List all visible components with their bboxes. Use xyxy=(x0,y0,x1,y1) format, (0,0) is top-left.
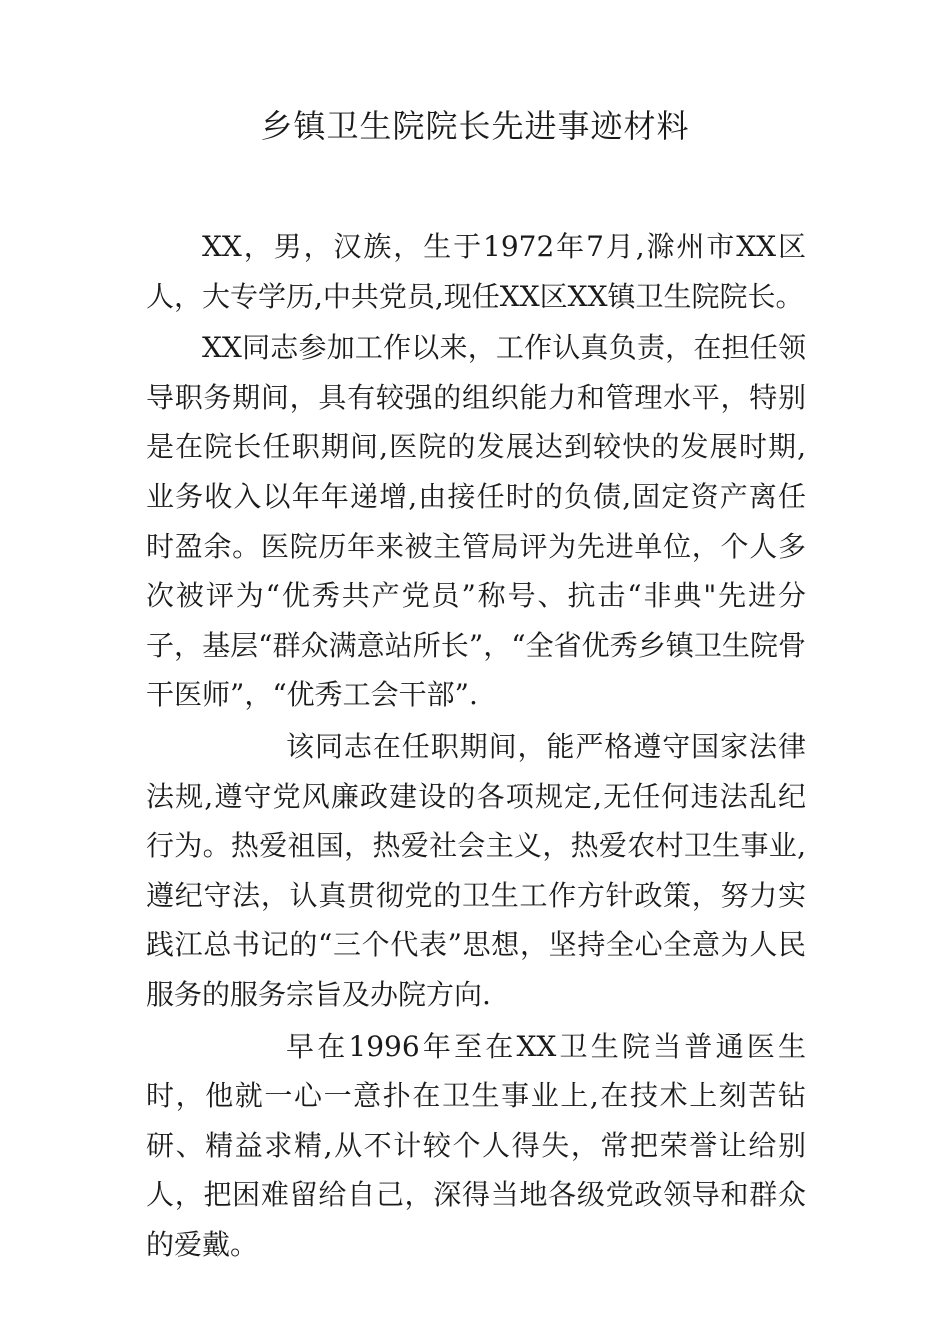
document-title: 乡镇卫生院院长先进事迹材料 xyxy=(260,107,690,145)
paragraph-conduct: 该同志在任职期间，能严格遵守国家法律法规,遵守党风廉政建设的各项规定,无任何违法乱纪行为。热爱祖国，热爱社会主义，热爱农村卫生事业,遵纪守法，认真贯彻党的卫生工作方针政策，努力实践江总书记的“三个代表”思想，坚持全心全意为人民服务的服务宗旨及办院方向. xyxy=(146,729,806,1011)
paragraph-early-career: 早在1996年至在XX卫生院当普通医生时，他就一心一意扑在卫生事业上,在技术上刻苦钻研、精益求精,从不计较个人得失，常把荣誉让给别人，把困难留给自己，深得当地各级党政领导和群众的爱戴。 xyxy=(146,1029,806,1261)
paragraph-work-achievements: XX同志参加工作以来，工作认真负责，在担任领导职务期间，具有较强的组织能力和管理水平，特别是在院长任职期间,医院的发展达到较快的发展时期,业务收入以年年递增,由接任时的负债,固定资产离任时盈余。医院历年来被主管局评为先进单位，个人多次被评为“优秀共产党员”称号、抗击“非典"先进分子，基层“群众满意站所长”，“全省优秀乡镇卫生院骨干医师”，“优秀工会干部”. xyxy=(146,331,806,712)
document-body xyxy=(146,222,806,1271)
paragraph-personal-info: XX，男，汉族，生于1972年7月,滁州市XX区人，大专学历,中共党员,现任XX区XX镇卫生院院长。 xyxy=(146,230,806,313)
